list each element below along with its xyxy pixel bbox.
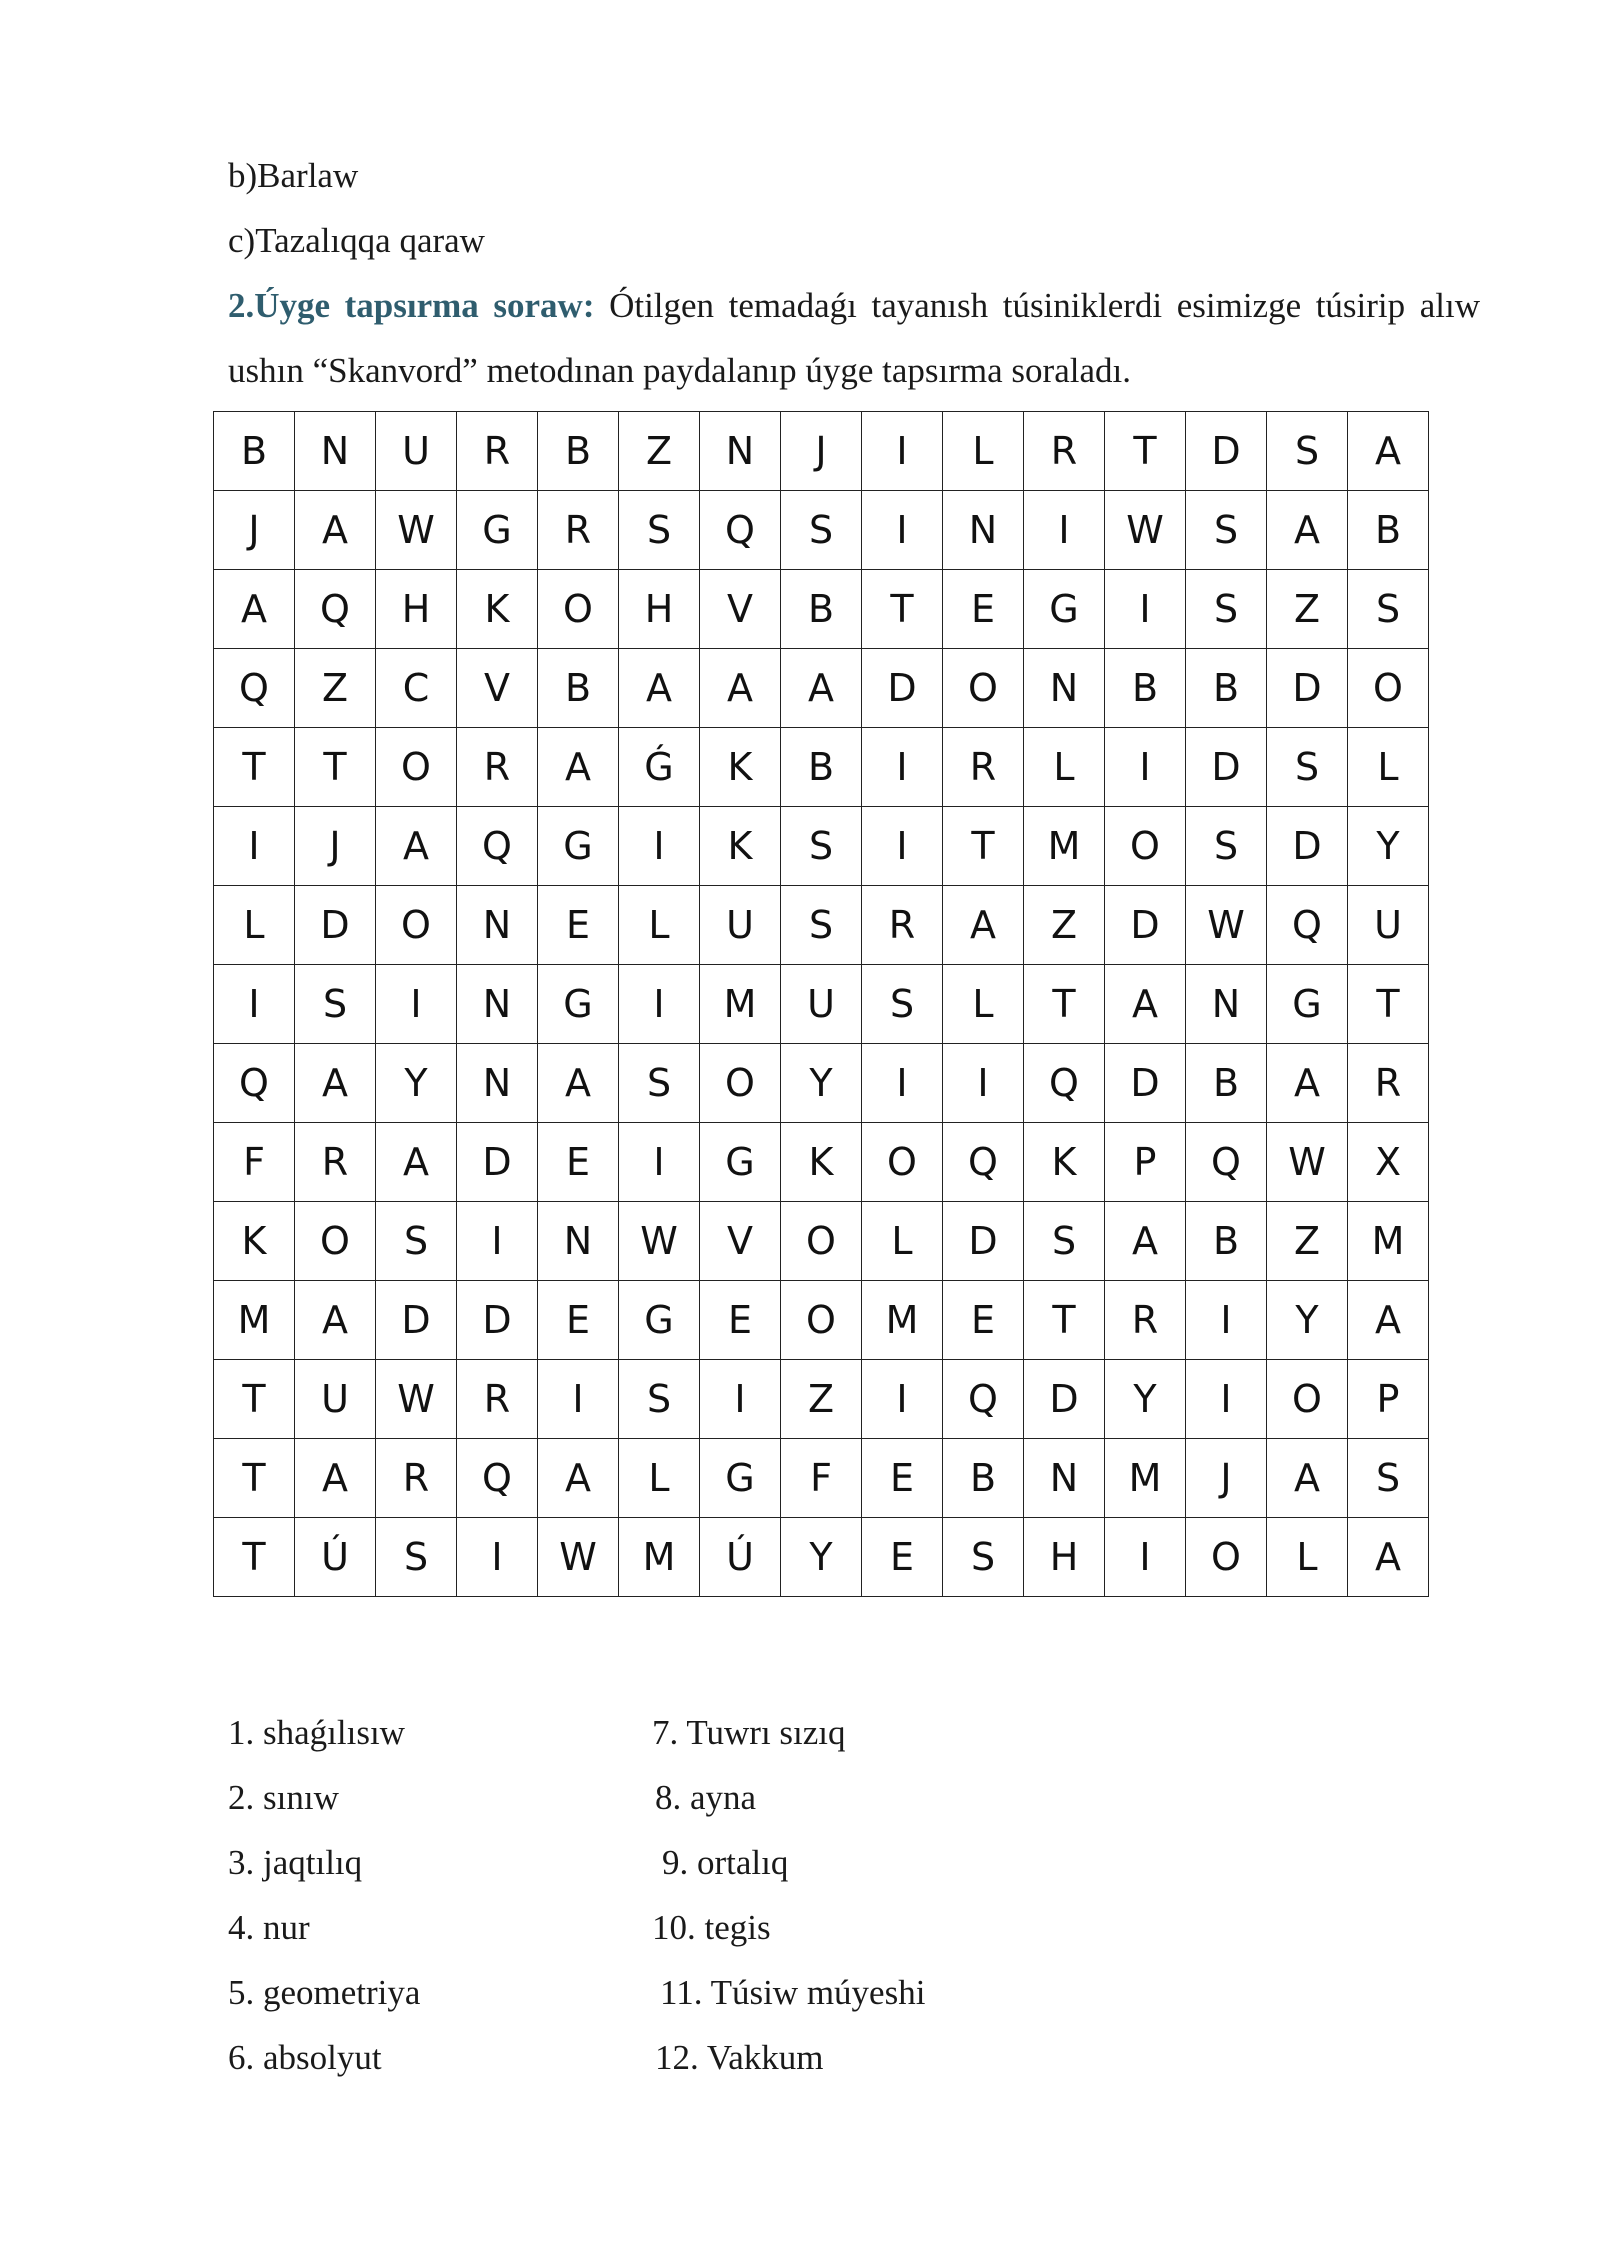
grid-cell: U [376, 412, 457, 491]
grid-cell: M [619, 1518, 700, 1597]
grid-cell: K [700, 728, 781, 807]
grid-cell: V [457, 649, 538, 728]
grid-cell: R [457, 728, 538, 807]
grid-cell: G [619, 1281, 700, 1360]
grid-row [214, 1439, 1429, 1518]
grid-cell: A [214, 570, 295, 649]
grid-row [214, 570, 1429, 649]
grid-cell: I [457, 1518, 538, 1597]
grid-cell: S [376, 1518, 457, 1597]
grid-cell: W [619, 1202, 700, 1281]
grid-cell: L [943, 965, 1024, 1044]
grid-cell: L [619, 1439, 700, 1518]
grid-cell: G [700, 1439, 781, 1518]
grid-cell: A [619, 649, 700, 728]
grid-cell: A [295, 1281, 376, 1360]
grid-cell: S [943, 1518, 1024, 1597]
grid-cell: W [1105, 491, 1186, 570]
word-list-item: 3. jaqtılıq [228, 1843, 363, 1882]
grid-cell: Z [1267, 570, 1348, 649]
grid-cell: I [862, 491, 943, 570]
grid-cell: S [781, 807, 862, 886]
grid-cell: O [700, 1044, 781, 1123]
grid-cell: K [457, 570, 538, 649]
task-paragraph [228, 273, 1480, 403]
grid-cell: S [781, 886, 862, 965]
word-list-right [652, 1700, 925, 2090]
grid-cell: B [538, 649, 619, 728]
grid-row [214, 1202, 1429, 1281]
grid-cell: F [781, 1439, 862, 1518]
grid-cell: S [295, 965, 376, 1044]
grid-cell: Q [1267, 886, 1348, 965]
grid-cell: D [1105, 886, 1186, 965]
grid-cell: I [862, 1044, 943, 1123]
grid-cell: D [457, 1281, 538, 1360]
grid-cell: J [214, 491, 295, 570]
grid-cell: Z [781, 1360, 862, 1439]
grid-row [214, 807, 1429, 886]
grid-cell: S [619, 1044, 700, 1123]
grid-cell: O [862, 1123, 943, 1202]
grid-cell: O [376, 728, 457, 807]
grid-row [214, 491, 1429, 570]
grid-cell: N [1024, 1439, 1105, 1518]
grid-cell: R [943, 728, 1024, 807]
grid-cell: D [1186, 412, 1267, 491]
grid-cell: H [619, 570, 700, 649]
grid-cell: O [295, 1202, 376, 1281]
word-list-item: 7. Tuwrı sızıq [652, 1713, 846, 1752]
grid-cell: K [700, 807, 781, 886]
grid-cell: L [1024, 728, 1105, 807]
grid-cell: I [457, 1202, 538, 1281]
grid-cell: M [1348, 1202, 1429, 1281]
option-c: c)Tazalıqqa qaraw [228, 221, 485, 260]
grid-cell: Y [1105, 1360, 1186, 1439]
grid-cell: G [538, 965, 619, 1044]
grid-cell: T [1024, 1281, 1105, 1360]
grid-cell: R [1105, 1281, 1186, 1360]
grid-cell: D [943, 1202, 1024, 1281]
grid-cell: I [1186, 1281, 1267, 1360]
grid-cell: B [1186, 649, 1267, 728]
grid-row [214, 1044, 1429, 1123]
grid-cell: Q [457, 807, 538, 886]
grid-cell: U [1348, 886, 1429, 965]
grid-cell: O [1105, 807, 1186, 886]
grid-cell: V [700, 570, 781, 649]
grid-cell: U [295, 1360, 376, 1439]
grid-cell: S [1186, 807, 1267, 886]
grid-row [214, 1123, 1429, 1202]
grid-cell: L [943, 412, 1024, 491]
grid-cell: T [214, 728, 295, 807]
grid-cell: D [1105, 1044, 1186, 1123]
grid-cell: N [538, 1202, 619, 1281]
grid-cell: A [376, 807, 457, 886]
grid-cell: S [862, 965, 943, 1044]
grid-cell: A [295, 1439, 376, 1518]
grid-cell: B [781, 728, 862, 807]
grid-cell: Q [700, 491, 781, 570]
grid-cell: D [457, 1123, 538, 1202]
word-list-item: 6. absolyut [228, 2038, 382, 2077]
grid-cell: L [619, 886, 700, 965]
grid-row [214, 1518, 1429, 1597]
grid-cell: M [1105, 1439, 1186, 1518]
grid-cell: R [457, 412, 538, 491]
word-search-grid [213, 411, 1429, 1597]
grid-cell: R [457, 1360, 538, 1439]
grid-cell: E [943, 570, 1024, 649]
grid-cell: L [214, 886, 295, 965]
grid-cell: Q [1024, 1044, 1105, 1123]
grid-cell: A [1348, 412, 1429, 491]
grid-cell: W [376, 491, 457, 570]
word-list-item: 9. ortalıq [662, 1843, 789, 1882]
grid-cell: O [538, 570, 619, 649]
grid-cell: N [700, 412, 781, 491]
grid-cell: E [538, 886, 619, 965]
grid-cell: B [1348, 491, 1429, 570]
word-list-item: 11. Túsiw múyeshi [660, 1973, 926, 2012]
grid-cell: Q [295, 570, 376, 649]
grid-cell: N [1024, 649, 1105, 728]
grid-cell: I [619, 807, 700, 886]
grid-cell: W [376, 1360, 457, 1439]
grid-cell: J [781, 412, 862, 491]
grid-cell: J [295, 807, 376, 886]
grid-cell: Q [214, 649, 295, 728]
grid-cell: I [1105, 728, 1186, 807]
grid-cell: L [1267, 1518, 1348, 1597]
grid-cell: A [538, 728, 619, 807]
grid-cell: I [538, 1360, 619, 1439]
grid-cell: W [1186, 886, 1267, 965]
grid-cell: A [295, 491, 376, 570]
grid-cell: T [1348, 965, 1429, 1044]
grid-cell: A [1105, 965, 1186, 1044]
grid-cell: Z [1267, 1202, 1348, 1281]
grid-cell: I [1105, 570, 1186, 649]
grid-cell: B [943, 1439, 1024, 1518]
grid-cell: Y [781, 1044, 862, 1123]
grid-cell: H [1024, 1518, 1105, 1597]
grid-cell: N [295, 412, 376, 491]
grid-cell: O [781, 1281, 862, 1360]
grid-cell: A [376, 1123, 457, 1202]
grid-cell: O [1267, 1360, 1348, 1439]
grid-cell: Q [214, 1044, 295, 1123]
grid-cell: Z [1024, 886, 1105, 965]
grid-cell: Q [1186, 1123, 1267, 1202]
grid-cell: S [781, 491, 862, 570]
grid-cell: A [943, 886, 1024, 965]
grid-cell: I [700, 1360, 781, 1439]
word-list-item: 12. Vakkum [655, 2038, 824, 2077]
grid-cell: T [214, 1518, 295, 1597]
task-text: Ótilgen temadaǵı tayanısh túsiniklerdi esimizge túsirip alıw ushın “Skanvord” metodınan paydalanıp úyge tapsırma soraladı. [228, 286, 1481, 390]
grid-cell: J [1186, 1439, 1267, 1518]
grid-cell: Q [943, 1360, 1024, 1439]
grid-cell: B [538, 412, 619, 491]
grid-cell: S [619, 491, 700, 570]
grid-cell: M [214, 1281, 295, 1360]
grid-cell: Q [457, 1439, 538, 1518]
grid-cell: I [214, 965, 295, 1044]
grid-cell: P [1348, 1360, 1429, 1439]
grid-cell: I [1024, 491, 1105, 570]
grid-cell: G [1024, 570, 1105, 649]
grid-cell: D [862, 649, 943, 728]
grid-cell: Ú [295, 1518, 376, 1597]
grid-cell: V [700, 1202, 781, 1281]
grid-cell: Y [1267, 1281, 1348, 1360]
grid-cell: I [862, 728, 943, 807]
grid-cell: N [457, 1044, 538, 1123]
word-list-item: 5. geometriya [228, 1973, 421, 2012]
grid-cell: A [700, 649, 781, 728]
grid-cell: E [862, 1439, 943, 1518]
grid-row [214, 412, 1429, 491]
grid-cell: E [538, 1123, 619, 1202]
grid-cell: I [862, 1360, 943, 1439]
grid-cell: R [1348, 1044, 1429, 1123]
grid-cell: N [457, 965, 538, 1044]
grid-cell: A [1267, 1439, 1348, 1518]
word-list-item: 4. nur [228, 1908, 310, 1947]
grid-cell: B [1186, 1202, 1267, 1281]
grid-cell: I [619, 965, 700, 1044]
grid-cell: B [1105, 649, 1186, 728]
grid-cell: B [1186, 1044, 1267, 1123]
grid-cell: A [781, 649, 862, 728]
grid-row [214, 886, 1429, 965]
grid-cell: E [538, 1281, 619, 1360]
grid-cell: E [862, 1518, 943, 1597]
grid-cell: G [457, 491, 538, 570]
grid-cell: U [700, 886, 781, 965]
grid-cell: H [376, 570, 457, 649]
grid-cell: Q [943, 1123, 1024, 1202]
grid-cell: S [1267, 728, 1348, 807]
grid-cell: A [1348, 1518, 1429, 1597]
word-list-item: 1. shaǵılısıw [228, 1713, 405, 1752]
grid-cell: T [862, 570, 943, 649]
grid-cell: R [862, 886, 943, 965]
grid-cell: A [538, 1439, 619, 1518]
grid-cell: E [700, 1281, 781, 1360]
grid-cell: N [1186, 965, 1267, 1044]
grid-cell: A [1267, 1044, 1348, 1123]
grid-cell: S [376, 1202, 457, 1281]
grid-cell: N [457, 886, 538, 965]
grid-cell: A [1105, 1202, 1186, 1281]
grid-cell: I [943, 1044, 1024, 1123]
grid-cell: T [1105, 412, 1186, 491]
grid-cell: T [214, 1439, 295, 1518]
option-b: b)Barlaw [228, 156, 359, 195]
grid-cell: I [862, 807, 943, 886]
grid-cell: S [1186, 491, 1267, 570]
grid-cell: P [1105, 1123, 1186, 1202]
grid-cell: Y [781, 1518, 862, 1597]
grid-cell: C [376, 649, 457, 728]
grid-cell: T [1024, 965, 1105, 1044]
grid-cell: A [538, 1044, 619, 1123]
grid-cell: O [781, 1202, 862, 1281]
grid-cell: I [376, 965, 457, 1044]
grid-cell: S [1348, 570, 1429, 649]
grid-row [214, 728, 1429, 807]
grid-cell: Ǵ [619, 728, 700, 807]
grid-cell: M [700, 965, 781, 1044]
grid-cell: T [295, 728, 376, 807]
word-list-left [228, 1700, 420, 2090]
grid-cell: Y [1348, 807, 1429, 886]
grid-cell: T [214, 1360, 295, 1439]
grid-cell: A [1267, 491, 1348, 570]
grid-row [214, 1360, 1429, 1439]
grid-cell: G [538, 807, 619, 886]
grid-cell: F [214, 1123, 295, 1202]
grid-cell: R [1024, 412, 1105, 491]
grid-cell: S [1267, 412, 1348, 491]
grid-cell: I [214, 807, 295, 886]
grid-cell: S [1024, 1202, 1105, 1281]
grid-row [214, 649, 1429, 728]
grid-cell: R [538, 491, 619, 570]
grid-cell: D [1267, 807, 1348, 886]
word-list-item: 10. tegis [652, 1908, 771, 1947]
grid-cell: S [619, 1360, 700, 1439]
grid-row [214, 1281, 1429, 1360]
grid-cell: I [1186, 1360, 1267, 1439]
grid-cell: U [781, 965, 862, 1044]
grid-cell: N [943, 491, 1024, 570]
grid-cell: O [1348, 649, 1429, 728]
grid-cell: D [1267, 649, 1348, 728]
grid-cell: D [1024, 1360, 1105, 1439]
grid-cell: Z [295, 649, 376, 728]
grid-cell: K [781, 1123, 862, 1202]
grid-cell: S [1186, 570, 1267, 649]
grid-cell: L [862, 1202, 943, 1281]
grid-cell: D [295, 886, 376, 965]
grid-cell: B [781, 570, 862, 649]
word-list-item: 8. ayna [655, 1778, 757, 1817]
grid-cell: R [295, 1123, 376, 1202]
grid-cell: L [1348, 728, 1429, 807]
grid-cell: Y [376, 1044, 457, 1123]
grid-cell: A [295, 1044, 376, 1123]
grid-cell: Ú [700, 1518, 781, 1597]
grid-cell: I [619, 1123, 700, 1202]
grid-cell: M [862, 1281, 943, 1360]
grid-cell: X [1348, 1123, 1429, 1202]
grid-cell: W [1267, 1123, 1348, 1202]
grid-cell: D [1186, 728, 1267, 807]
grid-cell: O [1186, 1518, 1267, 1597]
grid-cell: K [1024, 1123, 1105, 1202]
grid-row [214, 965, 1429, 1044]
grid-cell: G [700, 1123, 781, 1202]
grid-cell: G [1267, 965, 1348, 1044]
grid-cell: O [943, 649, 1024, 728]
grid-cell: T [943, 807, 1024, 886]
grid-cell: A [1348, 1281, 1429, 1360]
grid-cell: R [376, 1439, 457, 1518]
grid-cell: B [214, 412, 295, 491]
grid-cell: W [538, 1518, 619, 1597]
grid-cell: K [214, 1202, 295, 1281]
grid-cell: O [376, 886, 457, 965]
grid-cell: M [1024, 807, 1105, 886]
grid-cell: I [1105, 1518, 1186, 1597]
grid-cell: S [1348, 1439, 1429, 1518]
grid-cell: D [376, 1281, 457, 1360]
grid-cell: Z [619, 412, 700, 491]
task-heading: 2.Úyge tapsırma soraw: [228, 286, 595, 325]
word-list-item: 2. sınıw [228, 1778, 339, 1817]
grid-cell: I [862, 412, 943, 491]
grid-cell: E [943, 1281, 1024, 1360]
